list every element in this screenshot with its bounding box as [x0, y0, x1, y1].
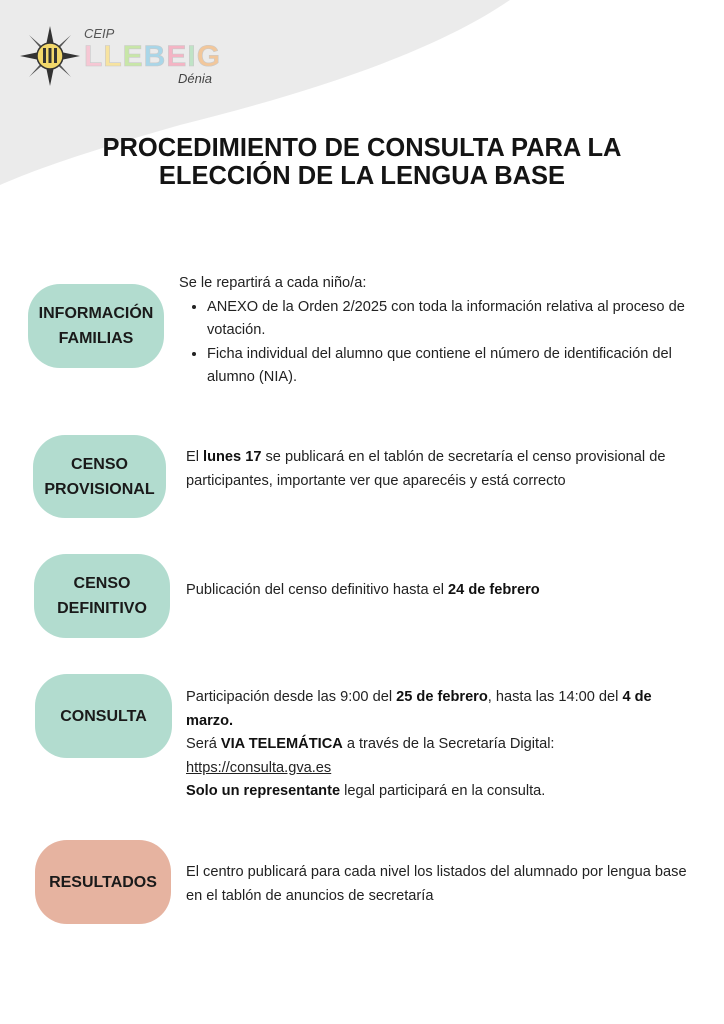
- censo-prov-text-a: El: [186, 449, 204, 465]
- consulta-link[interactable]: https://consulta.gva.es: [186, 759, 332, 776]
- resultados-badge-label: RESULTADOS: [49, 873, 157, 891]
- consulta-paragraph-1: Participación desde las 9:00 del 25 de febrero, hasta las 14:00 del 4 de marzo.: [186, 689, 652, 729]
- compass-rose-icon: [18, 24, 82, 88]
- logo-letter: E: [122, 40, 144, 73]
- censo-def-badge-line-2: DEFINITIVO: [57, 600, 147, 617]
- info-intro: Se le repartirá a cada niño/a:: [179, 275, 367, 291]
- consulta-paragraph-3: Solo un representante legal participará en la consulta.: [186, 783, 546, 799]
- info-familias-badge: [28, 284, 164, 368]
- consulta-text: [186, 686, 702, 804]
- resultados-text: [186, 861, 706, 908]
- info-bullet-2: • Ficha individual del alumno que contiene el número de identificación del alumno (NIA).: [207, 343, 689, 390]
- consulta-start-date: 25 de febrero: [396, 689, 488, 705]
- censo-provisional-text: [186, 446, 686, 493]
- consulta-paragraph-2: Será VIA TELEMÁTICA a través de la Secretaría Digital:: [186, 736, 555, 752]
- info-bullet-list: [179, 296, 689, 390]
- resultados-description: El centro publicará para cada nivel los listados del alumnado por lengua base en el tablón de anuncios de secretaría: [186, 864, 687, 904]
- censo-prov-text-b: se publicará en el tablón de secretaría el censo provisional de participantes, importante ver que aparecéis y está correcto: [186, 449, 666, 489]
- logo-letter: G: [196, 40, 222, 73]
- logo-letter: B: [143, 40, 167, 73]
- title-line-1: PROCEDIMIENTO DE CONSULTA PARA LA: [102, 134, 622, 162]
- censo-prov-badge-line-2: PROVISIONAL: [44, 480, 155, 498]
- consulta-method: VIA TELEMÁTICA: [220, 736, 343, 752]
- logo-denia-text: Dénia: [178, 71, 212, 86]
- page-title: [40, 134, 684, 190]
- censo-prov-badge-line-1: CENSO: [71, 455, 128, 473]
- logo-letter: I: [187, 40, 197, 73]
- info-bullet-1: • ANEXO de la Orden 2/2025 con toda la información relativa al proceso de votación.: [207, 296, 689, 343]
- logo-letter: L: [103, 40, 123, 73]
- info-badge-line-2: FAMILIAS: [58, 330, 134, 347]
- logo-llebeig-text: [84, 40, 221, 74]
- logo-letter: E: [166, 40, 188, 73]
- consulta-badge-label: CONSULTA: [60, 707, 147, 725]
- title-line-2: ELECCIÓN DE LA LENGUA BASE: [158, 162, 566, 190]
- info-familias-text: [179, 272, 689, 390]
- logo-letter: L: [84, 40, 104, 73]
- censo-def-text: Publicación del censo definitivo hasta el: [186, 582, 449, 598]
- resultados-badge: [35, 840, 171, 924]
- consulta-badge: [35, 674, 172, 758]
- info-badge-line-1: INFORMACIÓN: [38, 305, 154, 322]
- censo-provisional-badge: [33, 435, 166, 518]
- censo-definitivo-text: [186, 579, 686, 603]
- censo-prov-date: lunes 17: [203, 449, 262, 465]
- consulta-end-date: 4 de marzo.: [186, 689, 652, 729]
- censo-def-date: 24 de febrero: [448, 582, 540, 598]
- logo-ceip-text: CEIP: [84, 26, 115, 41]
- consulta-link-row: [186, 757, 702, 781]
- censo-def-badge-line-1: CENSO: [73, 575, 131, 592]
- consulta-representative: Solo un representante: [186, 783, 341, 799]
- censo-definitivo-badge: [34, 554, 170, 638]
- school-logo: [18, 20, 222, 90]
